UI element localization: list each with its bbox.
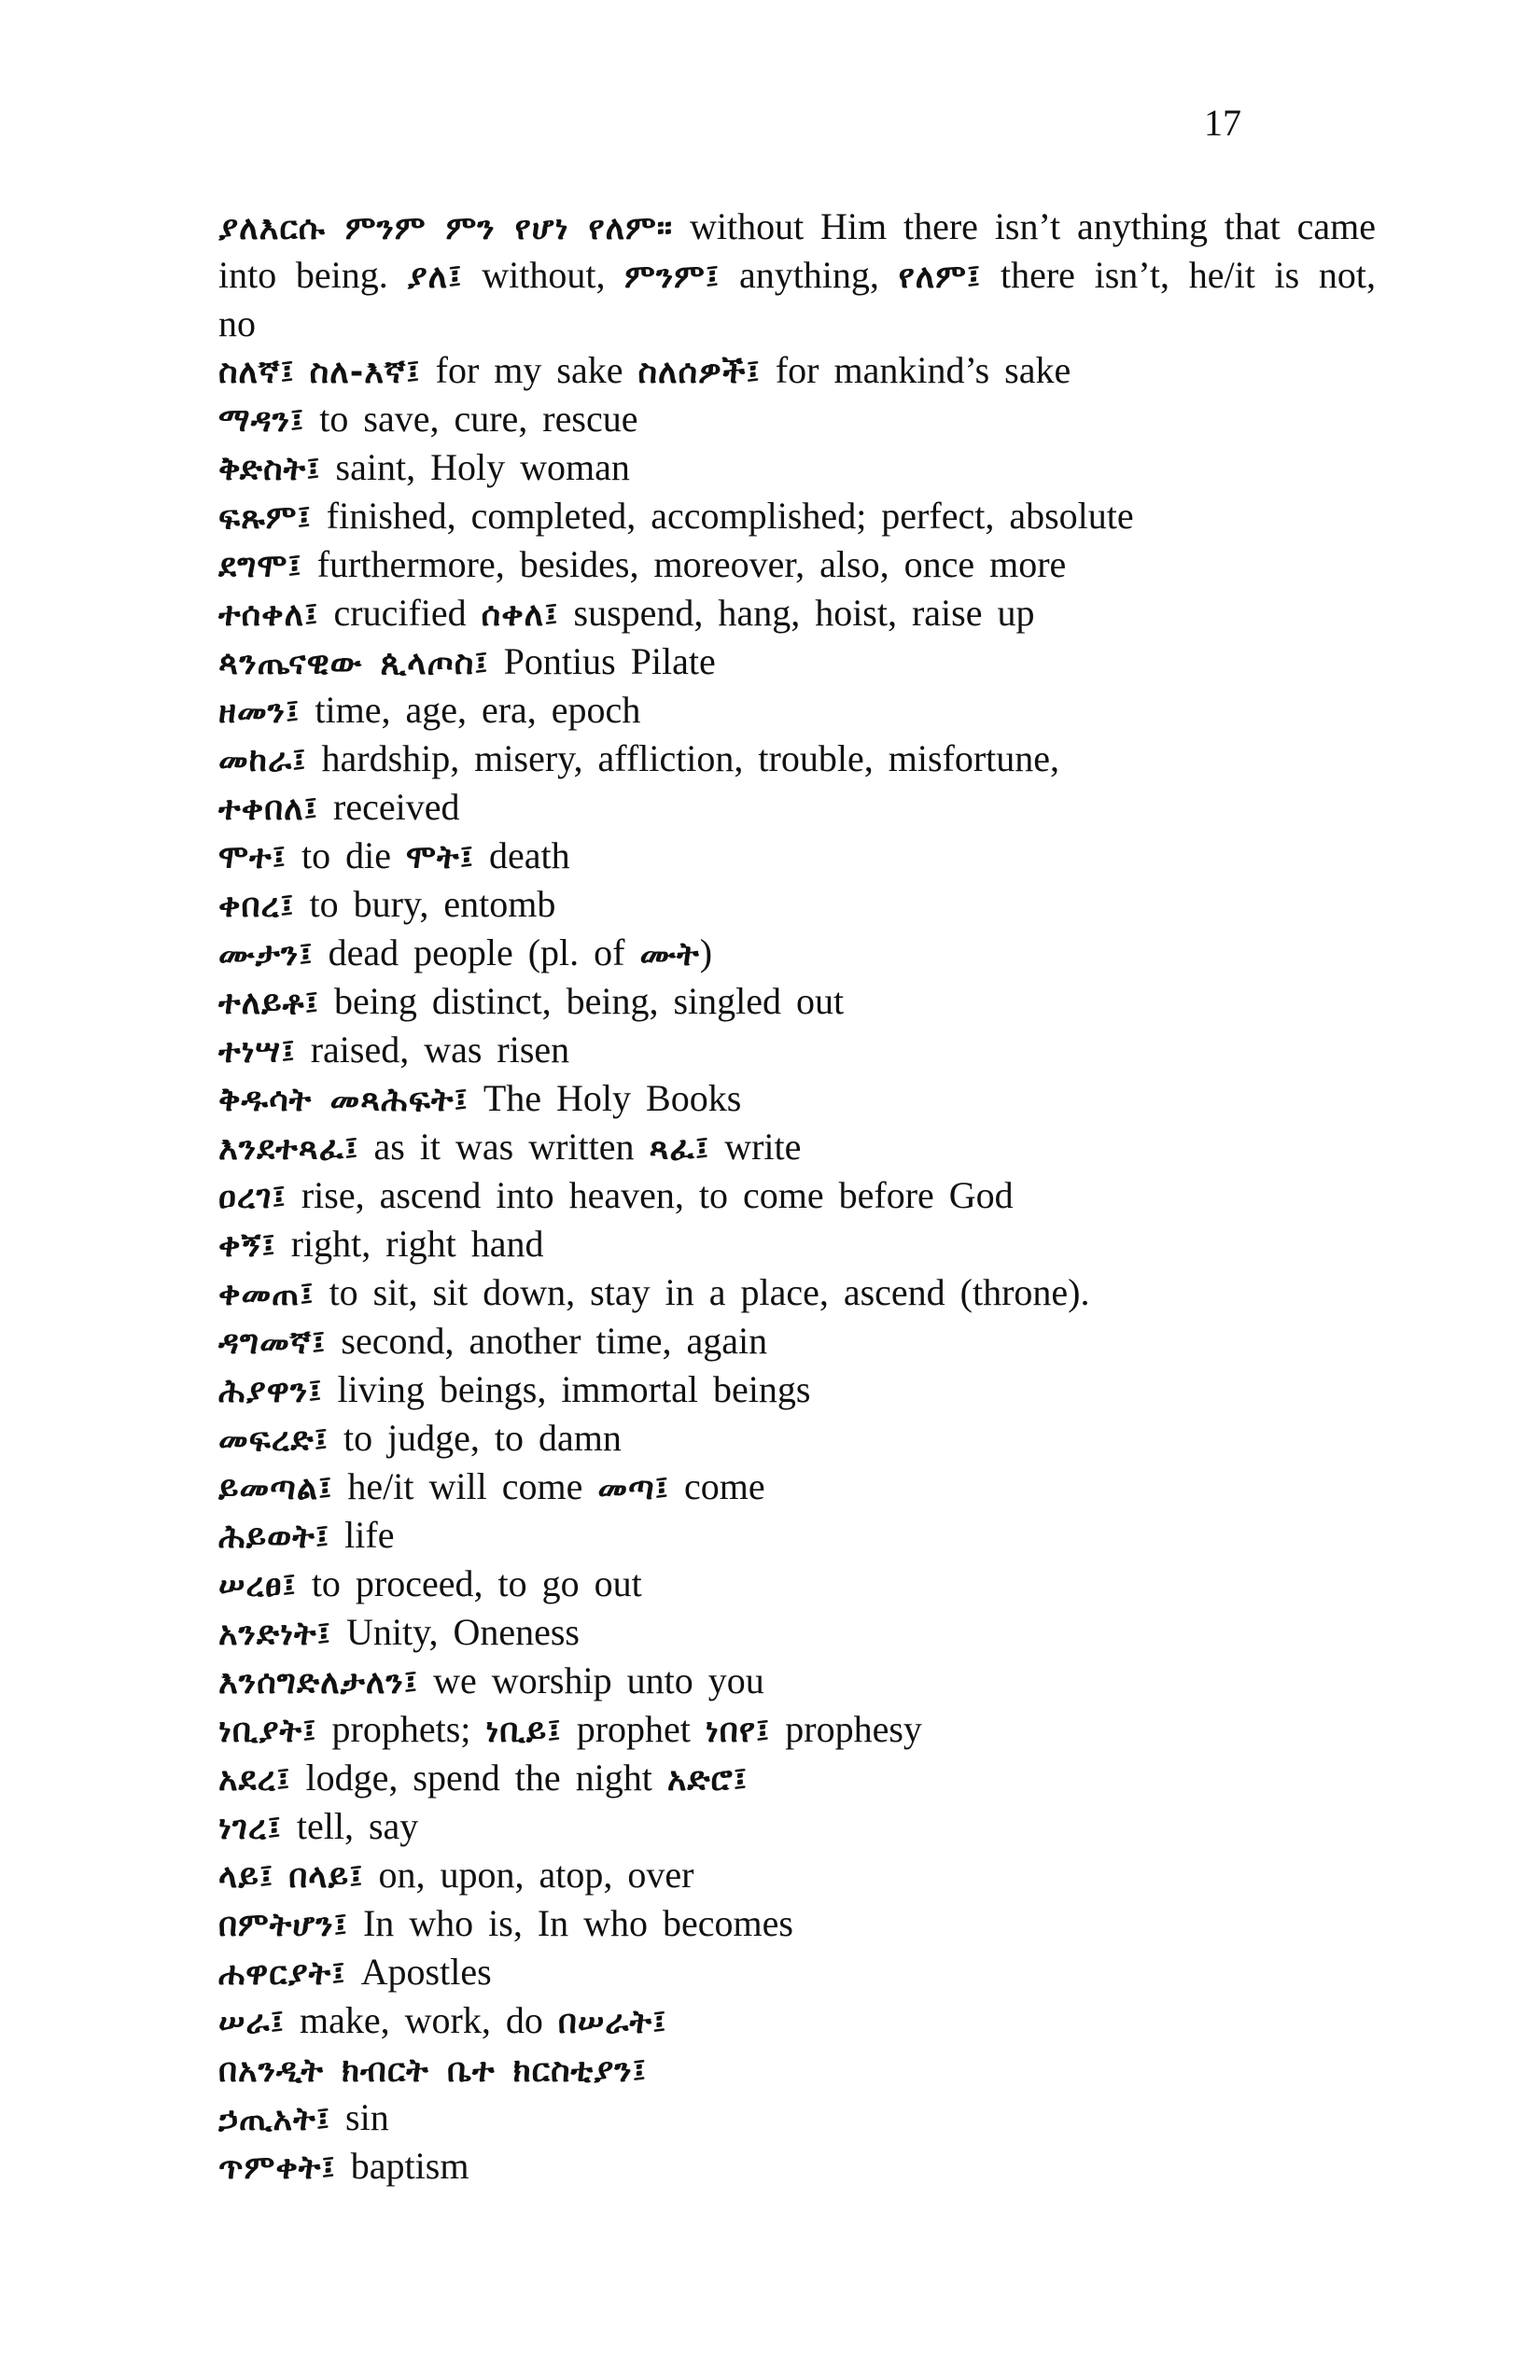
amharic-term: ሕይወት፤ <box>218 1519 330 1556</box>
english-gloss: there isn’t, he/it is not, no <box>218 254 1376 344</box>
glossary-entry <box>218 1658 1376 1706</box>
english-gloss: suspend, hang, hoist, raise up <box>558 592 1035 634</box>
amharic-term: ያለ፤ <box>407 259 463 296</box>
english-gloss: prophets; <box>316 1708 486 1750</box>
amharic-term: እንደተጻፈ፤ <box>218 1130 359 1168</box>
amharic-term: ጳንጤናዊው ጲላጦስ፤ <box>218 645 489 682</box>
amharic-term: ጻፈ፤ <box>649 1130 710 1168</box>
amharic-term: በአንዲት ክብርት ቤተ ክርስቲያን፤ <box>218 2052 647 2090</box>
english-gloss <box>273 1854 288 1896</box>
glossary-intro <box>218 203 1376 347</box>
glossary-entry <box>218 444 1376 493</box>
english-gloss: finished, completed, accomplished; perfect, absolute <box>311 495 1134 537</box>
english-gloss: without Him there isn’t anything that came into being. <box>218 205 1376 296</box>
english-gloss: for mankind’s sake <box>760 349 1071 391</box>
english-gloss: raised, was risen <box>295 1029 570 1071</box>
amharic-term: ሠራ፤ <box>218 2004 285 2041</box>
glossary-entry <box>218 1027 1376 1075</box>
english-gloss: come <box>669 1465 765 1507</box>
amharic-term: ሠረፀ፤ <box>218 1567 297 1604</box>
amharic-term: ሐዋርያት፤ <box>218 1955 346 1993</box>
glossary-entry <box>218 347 1376 396</box>
english-gloss: Pontius Pilate <box>488 640 716 682</box>
english-gloss: to judge, to damn <box>328 1417 622 1459</box>
glossary-entry <box>218 1803 1376 1852</box>
english-gloss: ) <box>699 931 713 973</box>
glossary-entry <box>218 396 1376 444</box>
glossary-entry <box>218 1124 1376 1172</box>
english-gloss: to proceed, to go out <box>296 1562 642 1604</box>
amharic-term: ፍጹም፤ <box>218 499 312 537</box>
amharic-term: ደግሞ፤ <box>218 548 302 585</box>
amharic-term: መፍረድ፤ <box>218 1421 329 1459</box>
amharic-term: መጣ፤ <box>597 1470 670 1507</box>
glossary-entry <box>218 1949 1376 1997</box>
english-gloss: life <box>329 1514 395 1556</box>
english-gloss: make, work, do <box>284 1999 558 2041</box>
amharic-term: ዐረገ፤ <box>218 1179 287 1216</box>
amharic-term: ላይ፤ <box>218 1858 274 1896</box>
english-gloss: crucified <box>318 592 482 634</box>
glossary-entry <box>218 2143 1376 2191</box>
amharic-term: አድሮ፤ <box>666 1761 749 1799</box>
glossary-entry <box>218 833 1376 881</box>
amharic-term: ያለእርሱ ምንም ምን የሆነ የለም። <box>218 210 674 247</box>
amharic-term: ነገረ፤ <box>218 1810 282 1847</box>
glossary-entry <box>218 1755 1376 1803</box>
english-gloss: we worship unto you <box>418 1659 764 1701</box>
glossary-entry <box>218 638 1376 687</box>
glossary-entry <box>218 2046 1376 2094</box>
amharic-term: ኃጢአት፤ <box>218 2101 331 2138</box>
glossary-entry <box>218 784 1376 833</box>
english-gloss: write <box>709 1126 802 1168</box>
english-gloss: dead people (pl. of <box>313 931 640 973</box>
english-gloss: to bury, entomb <box>294 883 556 925</box>
glossary-entry <box>218 1366 1376 1415</box>
english-gloss: being distinct, being, singled out <box>318 980 845 1022</box>
english-gloss: Unity, Oneness <box>330 1611 580 1653</box>
glossary-entry <box>218 881 1376 930</box>
amharic-term: መከራ፤ <box>218 742 307 779</box>
english-gloss: to save, cure, rescue <box>304 398 638 440</box>
glossary-entry <box>218 930 1376 978</box>
english-gloss: In who is, In who becomes <box>347 1902 793 1944</box>
english-gloss: prophet <box>561 1708 706 1750</box>
amharic-term: ቅዱሳት መጻሕፍት፤ <box>218 1082 469 1119</box>
glossary-entry <box>218 1997 1376 2046</box>
amharic-term: ተነሣ፤ <box>218 1033 296 1071</box>
english-gloss: furthermore, besides, moreover, also, once more <box>301 543 1067 585</box>
glossary-entry <box>218 1221 1376 1269</box>
english-gloss: on, upon, atop, over <box>363 1854 694 1896</box>
english-gloss: sin <box>330 2096 389 2138</box>
amharic-term: ሕያዋን፤ <box>218 1373 323 1410</box>
english-gloss: to die <box>287 834 406 876</box>
glossary <box>218 203 1376 2191</box>
english-gloss: The Holy Books <box>468 1077 742 1119</box>
english-gloss: death <box>474 834 570 876</box>
amharic-term: ስለ-እኛ፤ <box>309 354 421 391</box>
english-gloss: lodge, spend the night <box>290 1757 667 1799</box>
amharic-term: እንሰግድለታለን፤ <box>218 1664 419 1701</box>
glossary-entry <box>218 1561 1376 1609</box>
amharic-term: ተቀበለ፤ <box>218 791 319 828</box>
amharic-term: ነበየ፤ <box>705 1713 771 1750</box>
amharic-term: ሙት <box>639 936 700 973</box>
amharic-term: ዳግመኛ፤ <box>218 1324 327 1362</box>
english-gloss: to sit, sit down, stay in a place, ascend (throne). <box>314 1271 1090 1313</box>
english-gloss: living beings, immortal beings <box>322 1368 811 1410</box>
glossary-entry <box>218 1318 1376 1366</box>
glossary-entry <box>218 1269 1376 1318</box>
amharic-term: ጥምቀት፤ <box>218 2149 336 2187</box>
glossary-entry <box>218 1075 1376 1124</box>
english-gloss: without, <box>462 254 625 296</box>
english-gloss: as it was written <box>358 1126 650 1168</box>
english-gloss: time, age, era, epoch <box>300 689 641 731</box>
amharic-term: የለም፤ <box>898 259 982 296</box>
amharic-term: አደረ፤ <box>218 1761 291 1799</box>
amharic-term: በላይ፤ <box>288 1858 364 1896</box>
english-gloss: he/it will come <box>332 1465 598 1507</box>
english-gloss: Apostles <box>345 1951 492 1993</box>
glossary-entry <box>218 1172 1376 1221</box>
amharic-term: ስለኛ፤ <box>218 354 295 391</box>
english-gloss: second, another time, again <box>326 1320 768 1362</box>
amharic-term: ቀኝ፤ <box>218 1227 276 1265</box>
amharic-term: ቀበረ፤ <box>218 888 295 925</box>
glossary-entry <box>218 687 1376 735</box>
english-gloss: prophesy <box>770 1708 922 1750</box>
amharic-term: ተሰቀለ፤ <box>218 596 319 634</box>
glossary-entry <box>218 1415 1376 1463</box>
glossary-entry <box>218 1852 1376 1900</box>
amharic-term: ዘመን፤ <box>218 693 301 731</box>
amharic-term: ሰቀለ፤ <box>481 596 559 634</box>
glossary-entry <box>218 1463 1376 1512</box>
glossary-entry <box>218 978 1376 1027</box>
glossary-entry <box>218 2094 1376 2143</box>
glossary-entry <box>218 1900 1376 1949</box>
glossary-entry <box>218 1706 1376 1755</box>
amharic-term: ሞት፤ <box>406 839 475 876</box>
page-number: 17 <box>1204 102 1241 144</box>
amharic-term: ነቢይ፤ <box>485 1713 562 1750</box>
glossary-entries <box>218 347 1376 2191</box>
amharic-term: አንድነት፤ <box>218 1616 331 1653</box>
amharic-term: ምንም፤ <box>624 259 721 296</box>
english-gloss: hardship, misery, affliction, trouble, misfortune, <box>306 737 1060 779</box>
amharic-term: ተለይቶ፤ <box>218 985 319 1022</box>
english-gloss: for my sake <box>420 349 638 391</box>
amharic-term: ሞተ፤ <box>218 839 287 876</box>
english-gloss: tell, say <box>281 1805 419 1847</box>
amharic-term: ይመጣል፤ <box>218 1470 333 1507</box>
glossary-entry <box>218 1512 1376 1561</box>
glossary-entry <box>218 493 1376 541</box>
english-gloss: anything, <box>720 254 899 296</box>
english-gloss: saint, Holy woman <box>320 446 630 488</box>
amharic-term: ማዳን፤ <box>218 402 305 440</box>
amharic-term: በሠራት፤ <box>557 2004 667 2041</box>
english-gloss: right, right hand <box>275 1223 544 1265</box>
english-gloss: rise, ascend into heaven, to come before God <box>286 1174 1014 1216</box>
amharic-term: ነቢያት፤ <box>218 1713 317 1750</box>
amharic-term: ቀመጠ፤ <box>218 1276 315 1313</box>
english-gloss: baptism <box>335 2145 469 2187</box>
glossary-entry <box>218 590 1376 638</box>
glossary-entry <box>218 735 1376 784</box>
english-gloss: received <box>318 786 460 828</box>
amharic-term: ሙታን፤ <box>218 936 314 973</box>
english-gloss <box>295 349 310 391</box>
amharic-term: ስለሰዎች፤ <box>637 354 761 391</box>
amharic-term: በምትሆን፤ <box>218 1907 348 1944</box>
glossary-entry <box>218 1609 1376 1658</box>
amharic-term: ቅድስት፤ <box>218 451 321 488</box>
glossary-entry <box>218 541 1376 590</box>
